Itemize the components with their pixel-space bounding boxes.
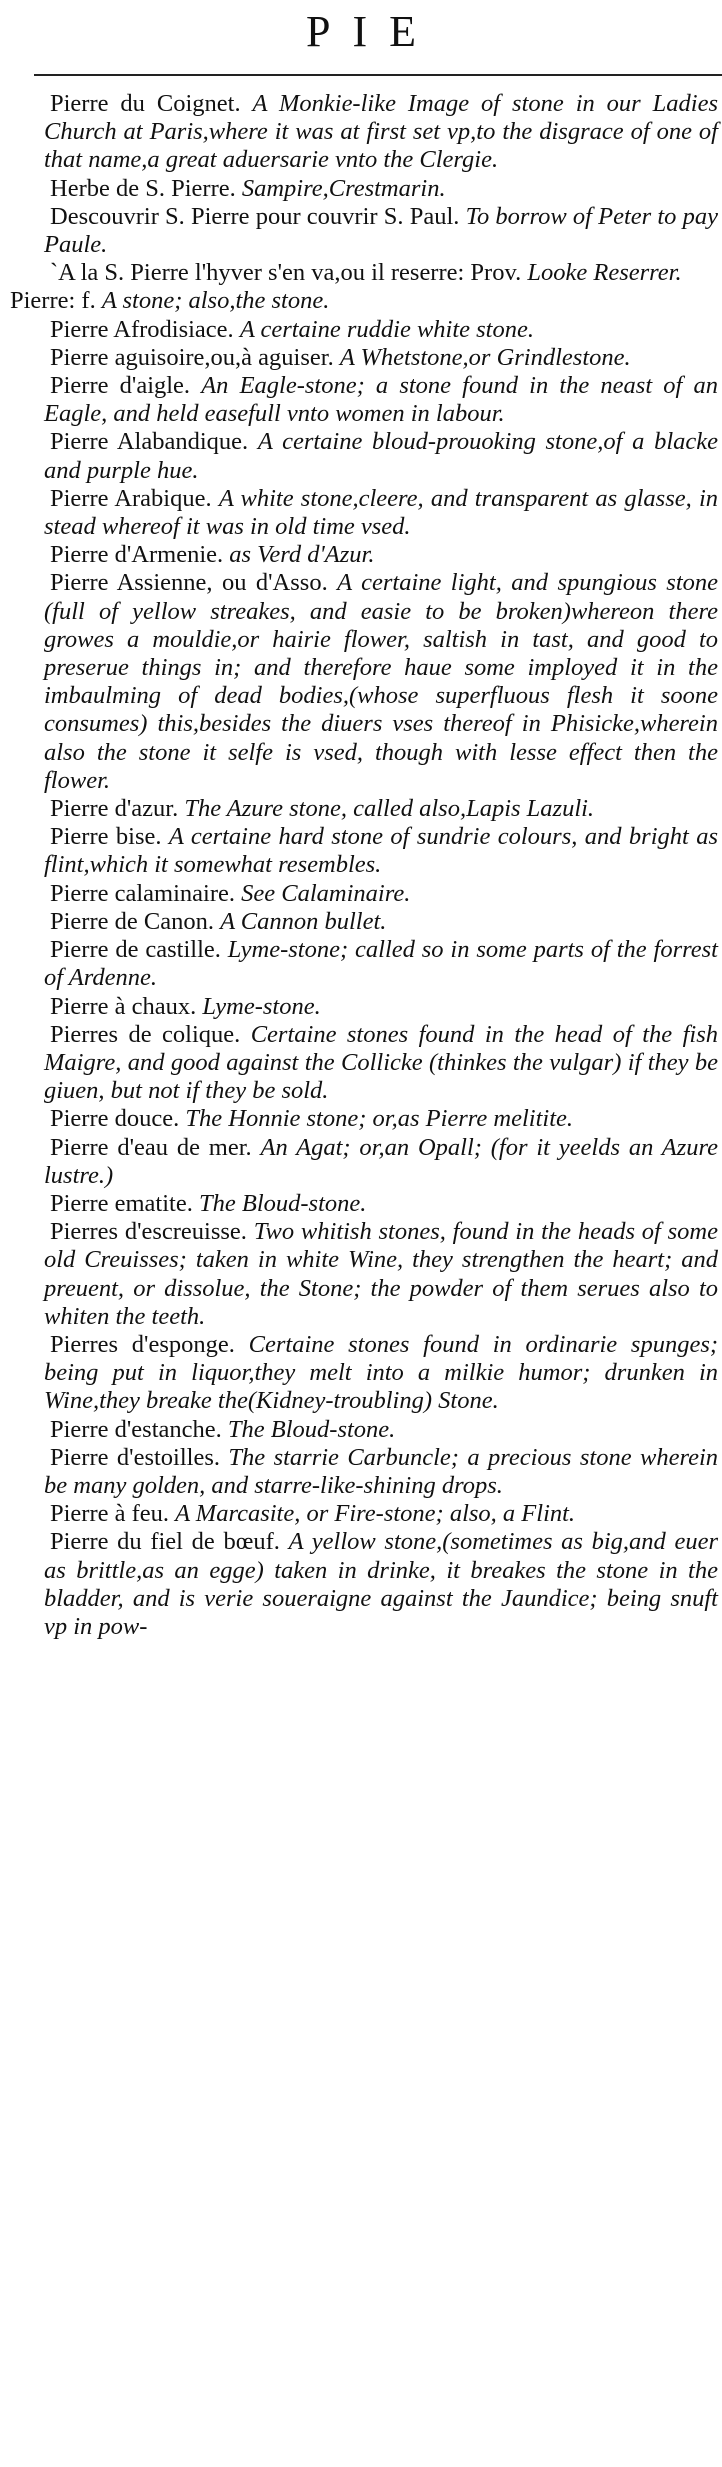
entry-definition: The Bloud-stone. [198, 1189, 367, 1217]
dictionary-entry [0, 1105, 722, 1133]
dictionary-entry [0, 1134, 722, 1190]
entry-headword: Pierre du Coignet. [50, 90, 241, 117]
entry-headword: Pierres d'escreuisse. [50, 1218, 247, 1246]
entry-headword: Pierres de colique. [50, 1020, 241, 1048]
entry-headword: Pierre aguisoire,ou,à aguiser. [50, 343, 334, 371]
dictionary-entry [0, 908, 722, 936]
entry-definition: The Azure stone, called also,Lapis Lazuli. [184, 795, 595, 823]
entry-headword: Descouvrir S. Pierre pour couvrir S. Paul. [50, 202, 460, 230]
dictionary-entry [0, 541, 722, 569]
entry-headword: Pierre d'estoilles. [50, 1443, 220, 1471]
entry-headword: Pierre: f. [10, 287, 96, 315]
entry-definition: A certaine hard stone of sundrie colours, and bright as flint,which it somewhat resembles. [44, 823, 719, 879]
dictionary-entry [0, 428, 722, 484]
entry-headword: Pierre Afrodisiace. [50, 315, 234, 343]
entry-headword: Pierre d'estanche. [50, 1415, 222, 1443]
entry-definition: Certaine stones found in the head of the fish Maigre, and good against the Collicke (thinkes the vulgar) if they be giuen, but not if they be sold. [44, 1020, 719, 1105]
dictionary-entry [0, 175, 722, 203]
entry-definition: Sampire,Crestmarin. [241, 174, 446, 202]
dictionary-entry [0, 823, 722, 879]
page-header: PIE [306, 7, 438, 56]
dictionary-entry [0, 1021, 722, 1106]
entry-definition: Lyme-stone. [202, 992, 321, 1020]
entry-definition: Certaine stones found in ordinarie spunges; being put in liquor,they melt into a milkie humor; drunken in Wine,they breake the(Kidney-troubling) Stone. [44, 1330, 719, 1415]
dictionary-entry [0, 880, 722, 908]
entry-headword: Pierre Alabandique. [50, 428, 249, 456]
entry-definition: A stone; also,the stone. [101, 287, 330, 315]
entry-definition: The Honnie stone; or,as Pierre melitite. [185, 1105, 574, 1133]
entry-definition: A yellow stone,(sometimes as big,and euer as brittle,as an egge) taken in drinke, it breakes the stone in the bladder, and is verie soueraigne against the Jaundice; being snuft vp in pow- [44, 1528, 719, 1640]
dictionary-entry [0, 1444, 722, 1500]
entry-headword: Herbe de S. Pierre. [50, 174, 236, 202]
dictionary-entry [0, 372, 722, 428]
entry-headword: Pierre bise. [50, 823, 162, 851]
dictionary-entry [0, 1500, 722, 1528]
entry-definition: A Cannon bullet. [220, 907, 387, 935]
entry-headword: Pierre à feu. [50, 1500, 170, 1528]
dictionary-entry [0, 936, 722, 992]
entry-definition: A white stone,cleere, and transparent as glasse, in stead whereof it was in old time vsed. [44, 484, 718, 541]
dictionary-entry [0, 203, 722, 259]
entry-definition: A certaine bloud-prouoking stone,of a blacke and purple hue. [44, 428, 718, 484]
entry-definition: as Verd d'Azur. [229, 541, 375, 569]
entry-headword: Pierre ematite. [50, 1189, 193, 1217]
entry-headword: Pierre d'azur. [50, 795, 179, 823]
entry-headword: Pierre de Canon. [50, 907, 214, 935]
entry-headword: Pierre du fiel de bœuf. [50, 1528, 280, 1556]
dictionary-entry [0, 1416, 722, 1444]
dictionary-entry [0, 287, 722, 315]
dictionary-entry [0, 259, 722, 287]
dictionary-entry [0, 1331, 722, 1416]
dictionary-entry [0, 993, 722, 1021]
entry-headword: Pierre d'eau de mer. [50, 1133, 252, 1161]
entry-definition: Two whitish stones, found in the heads of some old Creuisses; taken in white Wine, they strengthen the heart; and preuent, or dissolue, the Stone; the powder of them serues also to whiten the teeth. [44, 1218, 719, 1330]
entry-definition: A Marcasite, or Fire-stone; also, a Flint. [175, 1500, 576, 1528]
entry-definition: An Eagle-stone; a stone found in the neast of an Eagle, and held easefull vnto women in labour. [44, 372, 719, 428]
entry-definition: A certaine ruddie white stone. [239, 315, 534, 343]
entry-definition: A certaine light, and spungious stone (full of yellow streakes, and easie to be broken)whereon there growes a mouldie,or hairie flower, saltish in tast, and good to preserue things in; and therefore haue some imployed it in the imbaulming of dead bodies,(whose superfluous flesh it soone consumes) this,besides the diuers vses thereof in Phisicke,wherein also the stone it selfe is vsed, though with lesse effect then the flower. [44, 569, 719, 794]
entry-definition: A Whetstone,or Grindlestone. [339, 343, 631, 371]
entry-headword: Pierres d'esponge. [50, 1330, 235, 1358]
entry-definition: Looke Reserrer. [527, 259, 682, 287]
entry-headword: Pierre d'Armenie. [50, 541, 224, 569]
dictionary-entry [0, 1190, 722, 1218]
dictionary-entry [0, 1528, 722, 1641]
entry-definition: The starrie Carbuncle; a precious stone wherein be many golden, and starre-like-shining drops. [44, 1443, 719, 1499]
entry-definition: A Monkie-like Image of stone in our Ladies Church at Paris,where it was at first set vp,to the disgrace of one of that name,a great aduersarie vnto the Clergie. [44, 90, 718, 174]
entry-definition: See Calaminaire. [241, 879, 411, 907]
header-rule [34, 74, 722, 76]
dictionary-entry [0, 795, 722, 823]
dictionary-entry [0, 316, 722, 344]
entry-definition: To borrow of Peter to pay Paule. [44, 202, 719, 259]
entry-definition: Lyme-stone; called so in some parts of the forrest of Ardenne. [44, 936, 718, 992]
entry-definition: An Agat; or,an Opall; (for it yeelds an Azure lustre.) [44, 1133, 719, 1189]
entry-headword: Pierre à chaux. [50, 992, 197, 1020]
entry-headword: Pierre Arabique. [50, 484, 212, 512]
dictionary-entry [0, 344, 722, 372]
entry-headword: Pierre de castille. [50, 936, 221, 964]
entry-headword: `A la S. Pierre l'hyver s'en va,ou il reserre: Prov. [50, 259, 522, 287]
entry-definition: The Bloud-stone. [227, 1415, 396, 1443]
entry-list [0, 90, 722, 1641]
dictionary-entry [0, 485, 722, 541]
entry-headword: Pierre calaminaire. [50, 879, 236, 907]
entry-headword: Pierre d'aigle. [50, 372, 191, 400]
dictionary-entry [0, 90, 722, 175]
dictionary-entry [0, 1218, 722, 1331]
dictionary-entry [0, 569, 722, 795]
entry-headword: Pierre douce. [50, 1105, 180, 1133]
entry-headword: Pierre Assienne, ou d'Asso. [50, 569, 328, 597]
